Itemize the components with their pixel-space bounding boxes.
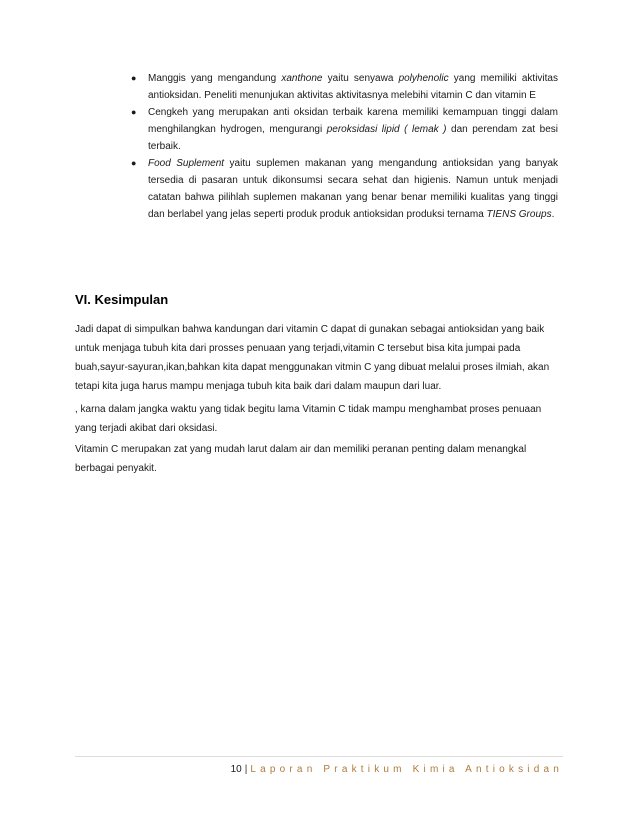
section-heading: VI. Kesimpulan	[75, 292, 169, 307]
bullet-dot-icon: ●	[131, 73, 137, 83]
page-footer	[231, 763, 563, 777]
page-number: 10	[230, 764, 242, 775]
bullet-text-part: Manggis yang mengandung	[148, 73, 282, 84]
footer-separator: |	[244, 764, 248, 775]
bullet-text-part: xanthone	[281, 73, 323, 84]
conclusion-paragraph: Vitamin C merupakan zat yang mudah larut dalam air dan memiliki peranan penting dalam menangkal berbagai penyakit.	[75, 444, 527, 474]
bullet-text-part: .	[551, 209, 555, 220]
bullet-text-part: yaitu suplemen makanan yang mengandung antioksidan yang banyak tersedia di pasaran untuk dikonsumsi secara sehat dan higienis. Namun untuk menjadi catatan bahwa pilihlah suplemen makanan yang benar benar memiliki kualitas yang tinggi dan berlabel yang jelas seperti produk produk antioksidan produksi ternama	[148, 158, 559, 220]
bullet-text-part: dan perendam zat besi terbaik.	[148, 124, 559, 152]
bullet-text-part: polyhenolic	[398, 73, 449, 84]
bullet-item	[131, 155, 559, 223]
footer-divider	[75, 756, 563, 757]
bullet-item	[131, 104, 559, 155]
bullet-text-part: Cengkeh yang merupakan anti oksidan terbaik karena memiliki kemampuan tinggi dalam menghilangkan hydrogen, mengurangi	[148, 107, 558, 135]
bullet-dot-icon: ●	[131, 107, 137, 117]
bullet-text-part: yaitu senyawa	[322, 73, 399, 84]
bullet-text-part: TIENS Groups	[486, 209, 552, 220]
bullet-item	[131, 70, 558, 104]
bullet-text	[148, 158, 558, 220]
running-title: Laporan Praktikum Kimia Antioksidan	[250, 764, 563, 775]
bullet-list	[131, 70, 559, 223]
bullet-text	[148, 107, 558, 152]
conclusion-paragraph: , karna dalam jangka waktu yang tidak begitu lama Vitamin C tidak mampu menghambat proses penuaan yang terjadi akibat dari oksidasi.	[75, 404, 542, 434]
bullet-text-part: yang memiliki aktivitas antioksidan. Peneliti menunjukan aktivitas aktivitasnya melebihi vitamin C dan vitamin E	[148, 73, 558, 101]
conclusion-paragraph: Jadi dapat di simpulkan bahwa kandungan dari vitamin C dapat di gunakan sebagai antioksidan yang baik untuk menjaga tubuh kita dari prosses penuaan yang terjadi,vitamin C tersebut bisa kita jumpai pada buah,sayur-sayuran,ikan,bahkan kita dapat menggunakan vitmin C yang dibuat melalui proses ilmiah, akan tetapi kita juga harus mampu menjaga tubuh kita baik dari dalam maupun dari luar.	[75, 324, 550, 392]
bullet-dot-icon: ●	[131, 158, 137, 168]
bullet-text	[148, 73, 558, 101]
bullet-text-part: Food Suplement	[148, 158, 225, 169]
bullet-text-part: peroksidasi lipid ( lemak )	[326, 124, 447, 135]
